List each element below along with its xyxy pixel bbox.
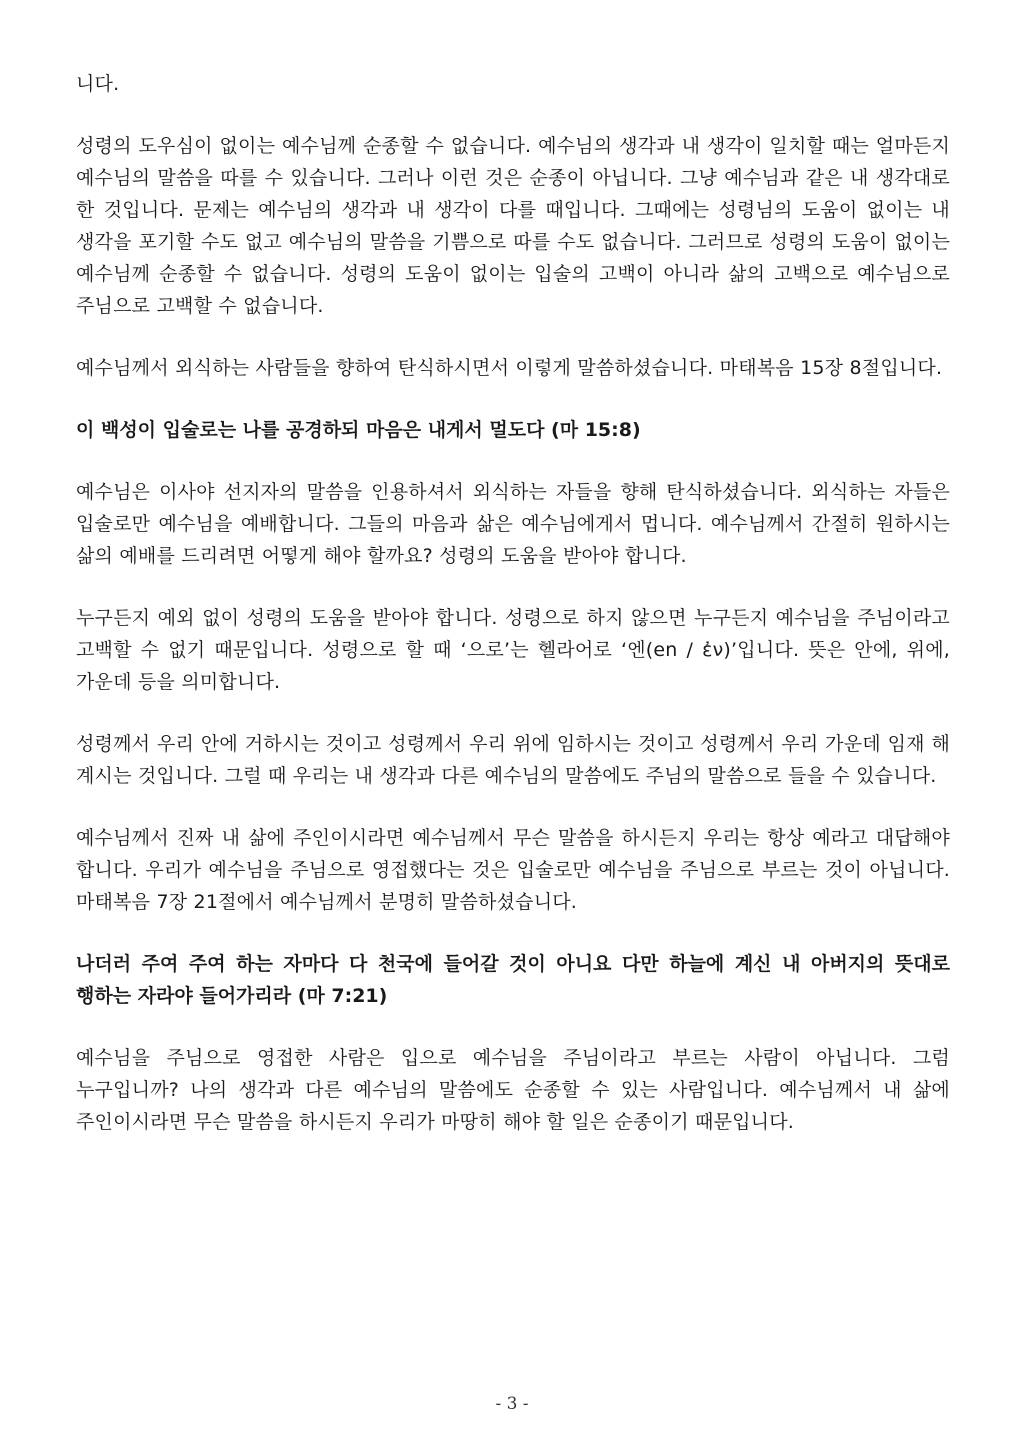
paragraph-holy-spirit-obedience: 성령의 도우심이 없이는 예수님께 순종할 수 없습니다. 예수님의 생각과 내 생각이 일치할 때는 얼마든지 예수님의 말씀을 따를 수 있습니다. 그러나 이런 것은 순종이 아닙니다. 그냥 예수님과 같은 내 생각대로 한 것입니다. 문제는 예수님의 생각과 내 생각이 다를 때입니다. 그때에는 성령님의 도움이 없이는 내 생각을 포기할 수도 없고 예수님의 말씀을 기쁨으로 따를 수도 없습니다. 그러므로 성령의 도움이 없이는 예수님께 순종할 수 없습니다. 성령의 도움이 없이는 입술의 고백이 아니라 삶의 고백으로 예수님으로 주님으로 고백할 수 없습니다. xyxy=(76,135,950,317)
paragraph-hypocrites-intro: 예수님께서 외식하는 사람들을 향하여 탄식하시면서 이렇게 말씀하셨습니다. 마태복음 15장 8절입니다. xyxy=(76,357,943,379)
paragraph-en-greek: 누구든지 예외 없이 성령의 도움을 받아야 합니다. 성령으로 하지 않으면 누구든지 예수님을 주님이라고 고백할 수 없기 때문입니다. 성령으로 할 때 ‘으로’는 헬라어로 ‘엔(en / ἐν)’입니다. 뜻은 안에, 위에, 가운데 등을 의미합니다. xyxy=(76,607,950,693)
paragraph-continuation: 니다. xyxy=(76,73,120,95)
page-body xyxy=(76,68,950,1168)
scripture-quote-matthew-7-21: 나더러 주여 주여 하는 자마다 다 천국에 들어갈 것이 아니요 다만 하늘에 계신 내 아버지의 뜻대로 행하는 자라야 들어가리라 (마 7:21) xyxy=(76,953,950,1007)
paragraph-lordship: 예수님께서 진짜 내 삶에 주인이시라면 예수님께서 무슨 말씀을 하시든지 우리는 항상 예라고 대답해야 합니다. 우리가 예수님을 주님으로 영접했다는 것은 입술로만 예수님을 주님으로 부르는 것이 아닙니다. 마태복음 7장 21절에서 예수님께서 분명히 말씀하셨습니다. xyxy=(76,827,950,913)
paragraph-spirit-dwelling: 성령께서 우리 안에 거하시는 것이고 성령께서 우리 위에 임하시는 것이고 성령께서 우리 가운데 임재 해 계시는 것입니다. 그럴 때 우리는 내 생각과 다른 예수님의 말씀에도 주님의 말씀으로 들을 수 있습니다. xyxy=(76,733,950,787)
scripture-quote-matthew-15-8: 이 백성이 입술로는 나를 공경하되 마음은 내게서 멀도다 (마 15:8) xyxy=(76,419,641,441)
paragraph-conclusion: 예수님을 주님으로 영접한 사람은 입으로 예수님을 주님이라고 부르는 사람이 아닙니다. 그럼 누구입니까? 나의 생각과 다른 예수님의 말씀에도 순종할 수 있는 사람입니다. 예수님께서 내 삶에 주인이시라면 무슨 말씀을 하시든지 우리가 마땅히 해야 할 일은 순종이기 때문입니다. xyxy=(76,1047,950,1133)
paragraph-isaiah-quote: 예수님은 이사야 선지자의 말씀을 인용하셔서 외식하는 자들을 향해 탄식하셨습니다. 외식하는 자들은 입술로만 예수님을 예배합니다. 그들의 마음과 삶은 예수님에게서 멉니다. 예수님께서 간절히 원하시는 삶의 예배를 드리려면 어떻게 해야 할까요? 성령의 도움을 받아야 합니다. xyxy=(76,481,950,567)
page-number: - 3 - xyxy=(495,1394,529,1414)
